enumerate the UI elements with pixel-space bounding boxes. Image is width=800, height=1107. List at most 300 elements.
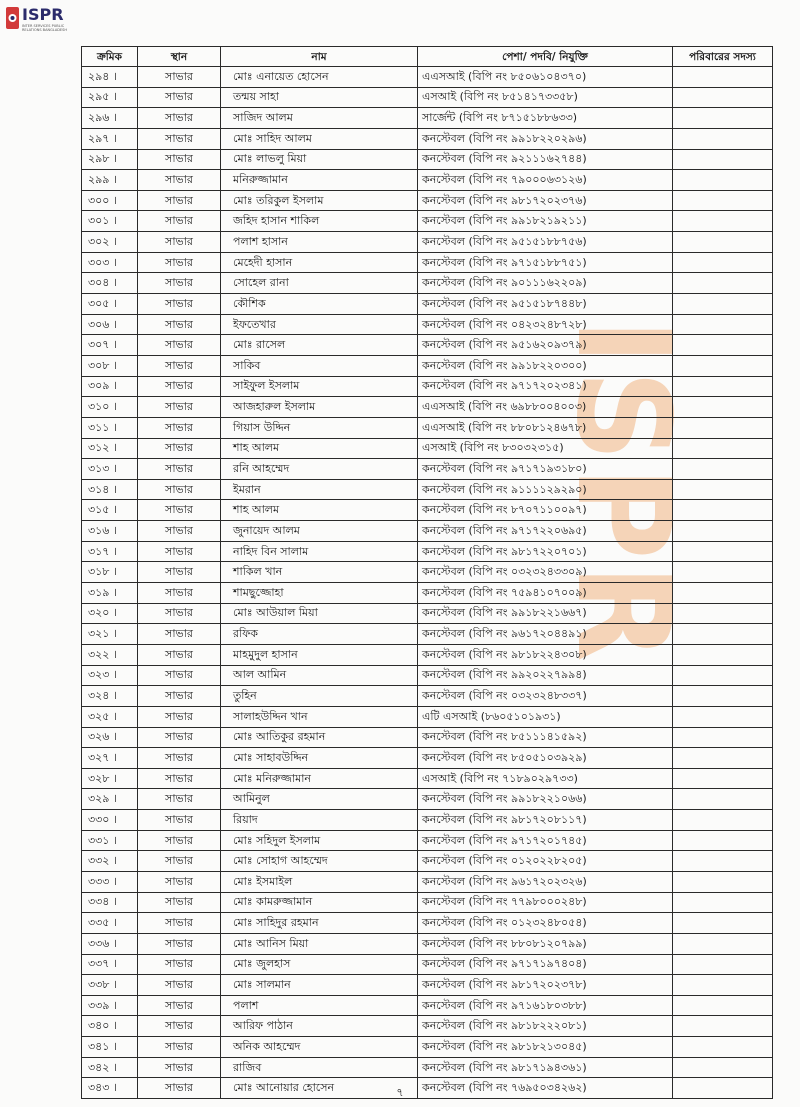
serial-cell: ৩২৫ । [82,706,138,727]
role-cell: কনস্টেবল (বিপি নং ৯৭১৭১৯৩১৮০) [418,459,673,480]
serial-cell: ৩৩১ । [82,830,138,851]
role-cell: কনস্টেবল (বিপি নং ০৩২৩২৪৩৩০৯) [418,562,673,583]
family-cell [673,1078,773,1099]
place-cell: সাভার [138,500,221,521]
role-cell: এসআই (বিপি নং ৭১৮৯০২৯৭৩৩) [418,768,673,789]
name-cell: মোঃ সহিদুল ইসলাম [221,830,418,851]
place-cell: সাভার [138,170,221,191]
serial-cell: ২৯৪ । [82,67,138,88]
roster-table [81,46,773,1099]
serial-cell: ৩০৩ । [82,252,138,273]
family-cell [673,810,773,831]
family-cell [673,438,773,459]
name-cell: রনি আহম্মেদ [221,459,418,480]
name-cell: অনিক আহম্মেদ [221,1037,418,1058]
table-row [82,810,773,831]
name-cell: সাজিদ আলম [221,108,418,129]
role-cell: কনস্টেবল (বিপি নং ৯৯১৮২১৯২১১) [418,211,673,232]
role-cell: এটি এসআই (৮৬০৫১০১৯৩১) [418,706,673,727]
role-cell: কনস্টেবল (বিপি নং ৯৬১৭২০৪৪৯১) [418,624,673,645]
table-row [82,975,773,996]
table-row [82,830,773,851]
table-row [82,500,773,521]
family-cell [673,252,773,273]
name-cell: পলাশ হাসান [221,232,418,253]
name-cell: মোঃ ইসমাইল [221,871,418,892]
family-cell [673,87,773,108]
family-cell [673,479,773,500]
serial-cell: ৩৩৭ । [82,954,138,975]
place-cell: সাভার [138,954,221,975]
family-cell [673,1057,773,1078]
place-cell: সাভার [138,933,221,954]
serial-cell: ৩০৫ । [82,294,138,315]
family-cell [673,768,773,789]
table-row [82,892,773,913]
name-cell: আল আমিন [221,665,418,686]
name-cell: আজহারুল ইসলাম [221,397,418,418]
place-cell: সাভার [138,686,221,707]
family-cell [673,975,773,996]
table-row [82,768,773,789]
serial-cell: ৩১৪ । [82,479,138,500]
family-cell [673,624,773,645]
name-cell: ইফতেখার [221,314,418,335]
family-cell [673,500,773,521]
place-cell: সাভার [138,128,221,149]
family-cell [673,913,773,934]
table-header-row [82,47,773,67]
role-cell: কনস্টেবল (বিপি নং ০১২০২২৮২০৫) [418,851,673,872]
place-cell: সাভার [138,665,221,686]
name-cell: মোঃ সোহাগ আহম্মেদ [221,851,418,872]
serial-cell: ৩৩৫ । [82,913,138,934]
serial-cell: ৩২৪ । [82,686,138,707]
place-cell: সাভার [138,1016,221,1037]
place-cell: সাভার [138,294,221,315]
table-row [82,273,773,294]
table-row [82,252,773,273]
table-row [82,706,773,727]
role-cell: কনস্টেবল (বিপি নং ৯৮১৭২২০৭০১) [418,541,673,562]
serial-cell: ২৯৯ । [82,170,138,191]
watermark-text: ISPR [548,318,697,667]
logo-text: ISPR [22,5,64,24]
family-cell [673,665,773,686]
serial-cell: ৩০২ । [82,232,138,253]
table-row [82,603,773,624]
family-cell [673,1037,773,1058]
family-cell [673,397,773,418]
table-body [82,67,773,1099]
serial-cell: ৩৩২ । [82,851,138,872]
name-cell: গিয়াস উদ্দিন [221,417,418,438]
role-cell: কনস্টেবল (বিপি নং ৯৬১৭২০২৩২৬) [418,871,673,892]
place-cell: সাভার [138,190,221,211]
role-cell: কনস্টেবল (বিপি নং ৯৮১৭২০২৩৭৮) [418,975,673,996]
name-cell: শামছুজ্জোহা [221,583,418,604]
name-cell: মোঃ কামরুজ্জামান [221,892,418,913]
place-cell: সাভার [138,417,221,438]
place-cell: সাভার [138,1037,221,1058]
role-cell: কনস্টেবল (বিপি নং ৯২১১১৬২৭৪৪) [418,149,673,170]
name-cell: মোঃ সাহাবউদ্দিন [221,748,418,769]
place-cell: সাভার [138,211,221,232]
place-cell: সাভার [138,108,221,129]
role-cell: কনস্টেবল (বিপি নং ৯৭১৭২২০৬৯৫) [418,521,673,542]
page-number: ৭ [396,1086,404,1099]
serial-cell: ৩৩৩ । [82,871,138,892]
serial-cell: ৩০৭ । [82,335,138,356]
role-cell: কনস্টেবল (বিপি নং ৯৮১৭১৯৪৩৬১) [418,1057,673,1078]
table-row [82,789,773,810]
emblem-icon [6,7,19,29]
table-row [82,438,773,459]
family-cell [673,232,773,253]
place-cell: সাভার [138,562,221,583]
place-cell: সাভার [138,521,221,542]
place-cell: সাভার [138,355,221,376]
name-cell: তন্ময় সাহা [221,87,418,108]
role-cell: এএসআই (বিপি নং ৮৮০৮১২৪৬৭৮) [418,417,673,438]
role-cell: কনস্টেবল (বিপি নং ৯৮১৭২০৮১১৭) [418,810,673,831]
serial-cell: ৩৪১ । [82,1037,138,1058]
serial-cell: ৩২০ । [82,603,138,624]
serial-cell: ৩০১ । [82,211,138,232]
table-row [82,170,773,191]
role-cell: সার্জেন্ট (বিপি নং ৮৭১৫১৮৮৬৩৩) [418,108,673,129]
table-row [82,1037,773,1058]
table-row [82,232,773,253]
table-row [82,1078,773,1099]
place-cell: সাভার [138,975,221,996]
role-cell: কনস্টেবল (বিপি নং ৭৬৯৫০৩৪২৬২) [418,1078,673,1099]
place-cell: সাভার [138,789,221,810]
role-cell: কনস্টেবল (বিপি নং ৯৭১৬১৮০৩৮৮) [418,995,673,1016]
name-cell: ইমরান [221,479,418,500]
family-cell [673,933,773,954]
role-cell: কনস্টেবল (বিপি নং ৯৭১৭২০২৩৪১) [418,376,673,397]
table-row [82,933,773,954]
name-cell: কৌশিক [221,294,418,315]
family-cell [673,830,773,851]
name-cell: মোঃ রাসেল [221,335,418,356]
table-row [82,995,773,1016]
table-row [82,211,773,232]
name-cell: শাহ আলম [221,438,418,459]
place-cell: সাভার [138,335,221,356]
name-cell: শাহ আলম [221,500,418,521]
role-cell: এএসআই (বিপি নং ৮৫০৬১০৪৩৭০) [418,67,673,88]
table-row [82,1016,773,1037]
table-row [82,335,773,356]
place-cell: সাভার [138,706,221,727]
role-cell: কনস্টেবল (বিপি নং ৯৯১৮২২০২৯৬) [418,128,673,149]
table-row [82,686,773,707]
name-cell: সাইফুল ইসলাম [221,376,418,397]
serial-cell: ৩৩৮ । [82,975,138,996]
name-cell: মোঃ আনিস মিয়া [221,933,418,954]
table-row [82,459,773,480]
serial-cell: ২৯৫ । [82,87,138,108]
role-cell: কনস্টেবল (বিপি নং ০৪২৩২৪৮৭২৮) [418,314,673,335]
family-cell [673,314,773,335]
role-cell: এসআই (বিপি নং ৮৩০৩২৩১৫) [418,438,673,459]
name-cell: জহিদ হাসান শাকিল [221,211,418,232]
name-cell: মোঃ তরিকুল ইসলাম [221,190,418,211]
role-cell: কনস্টেবল (বিপি নং ৯৫১৫১৮৭৪৪৮) [418,294,673,315]
serial-cell: ৩১৭ । [82,541,138,562]
table-row [82,851,773,872]
serial-cell: ৩০৬ । [82,314,138,335]
place-cell: সাভার [138,67,221,88]
serial-cell: ৩২৯ । [82,789,138,810]
name-cell: শাকিল খান [221,562,418,583]
serial-cell: ৩১৩ । [82,459,138,480]
family-cell [673,1016,773,1037]
family-cell [673,686,773,707]
family-cell [673,417,773,438]
role-cell: কনস্টেবল (বিপি নং ৯৭১৭২০১৭৪৫) [418,830,673,851]
place-cell: সাভার [138,851,221,872]
family-cell [673,335,773,356]
place-cell: সাভার [138,397,221,418]
name-cell: তুহিন [221,686,418,707]
table-row [82,397,773,418]
role-cell: কনস্টেবল (বিপি নং ৯৭১৫১৮৮৭৫১) [418,252,673,273]
name-cell: মোঃ জুলহাস [221,954,418,975]
table-row [82,190,773,211]
table-row [82,665,773,686]
role-cell: কনস্টেবল (বিপি নং ৯১১১১২৯২৯০) [418,479,673,500]
serial-cell: ২৯৭ । [82,128,138,149]
ispr-logo [6,5,76,39]
header-serial: ক্রমিক [82,47,138,67]
place-cell: সাভার [138,644,221,665]
family-cell [673,851,773,872]
role-cell: এএসআই (বিপি নং ৬৯৮৮০০৪০০৩) [418,397,673,418]
name-cell: আরিফ পাঠান [221,1016,418,1037]
serial-cell: ৩৩৪ । [82,892,138,913]
table-row [82,913,773,934]
place-cell: সাভার [138,830,221,851]
role-cell: কনস্টেবল (বিপি নং ৮৮০৮১২০৭৯৯) [418,933,673,954]
family-cell [673,521,773,542]
place-cell: সাভার [138,273,221,294]
role-cell: কনস্টেবল (বিপি নং ০১২৩২৪৮০৫৪) [418,913,673,934]
name-cell: জুনায়েদ আলম [221,521,418,542]
serial-cell: ৩০৯ । [82,376,138,397]
serial-cell: ২৯৬ । [82,108,138,129]
role-cell: কনস্টেবল (বিপি নং ৯৭১৭১৯৭৪০৪) [418,954,673,975]
name-cell: সোহেল রানা [221,273,418,294]
serial-cell: ৩১২ । [82,438,138,459]
serial-cell: ৩২৭ । [82,748,138,769]
table-row [82,128,773,149]
family-cell [673,294,773,315]
name-cell: মাহমুদুল হাসান [221,644,418,665]
family-cell [673,67,773,88]
table-row [82,87,773,108]
name-cell: মোঃ সাহিদুর রহমান [221,913,418,934]
place-cell: সাভার [138,810,221,831]
serial-cell: ২৯৮ । [82,149,138,170]
role-cell: কনস্টেবল (বিপি নং ৮৭০৭১১০০৯৭) [418,500,673,521]
table-row [82,541,773,562]
family-cell [673,273,773,294]
table-row [82,644,773,665]
family-cell [673,954,773,975]
serial-cell: ৩১০ । [82,397,138,418]
family-cell [673,562,773,583]
serial-cell: ৩৪৩ । [82,1078,138,1099]
family-cell [673,149,773,170]
family-cell [673,706,773,727]
table-row [82,954,773,975]
name-cell: মোঃ আউয়াল মিয়া [221,603,418,624]
serial-cell: ৩২৩ । [82,665,138,686]
place-cell: সাভার [138,87,221,108]
family-cell [673,541,773,562]
table-row [82,624,773,645]
family-cell [673,108,773,129]
role-cell: কনস্টেবল (বিপি নং ৯৯২০২২৭৯৯৪) [418,665,673,686]
serial-cell: ৩২৮ । [82,768,138,789]
role-cell: কনস্টেবল (বিপি নং ৯৮১৮২২৪৩০৮) [418,644,673,665]
name-cell: মোঃ মনিরুজ্জামান [221,768,418,789]
role-cell: কনস্টেবল (বিপি নং ৭৭৯৮০০০২৪৮) [418,892,673,913]
place-cell: সাভার [138,583,221,604]
role-cell: কনস্টেবল (বিপি নং ৯৫১৫১৮৮৭৫৬) [418,232,673,253]
place-cell: সাভার [138,871,221,892]
role-cell: কনস্টেবল (বিপি নং ০৩২৩২৪৮৩৩৭) [418,686,673,707]
role-cell: কনস্টেবল (বিপি নং ৯৮১৭২০২৩৭৬) [418,190,673,211]
role-cell: কনস্টেবল (বিপি নং ৮৫১১১৪১৫৯২) [418,727,673,748]
place-cell: সাভার [138,913,221,934]
name-cell: মনিরুজ্জামান [221,170,418,191]
header-family: পরিবারের সদস্য [673,47,773,67]
table-row [82,355,773,376]
serial-cell: ৩২২ । [82,644,138,665]
place-cell: সাভার [138,1057,221,1078]
family-cell [673,376,773,397]
serial-cell: ৩৩৬ । [82,933,138,954]
role-cell: কনস্টেবল (বিপি নং ৮৫০৫১০৩৯২৯) [418,748,673,769]
family-cell [673,583,773,604]
place-cell: সাভার [138,768,221,789]
serial-cell: ৩০৪ । [82,273,138,294]
place-cell: সাভার [138,1078,221,1099]
place-cell: সাভার [138,479,221,500]
family-cell [673,190,773,211]
table-row [82,294,773,315]
role-cell: কনস্টেবল (বিপি নং ৯৯১৮২২১০৬৬) [418,789,673,810]
place-cell: সাভার [138,459,221,480]
family-cell [673,748,773,769]
role-cell: এসআই (বিপি নং ৮৫১৪১৭৩৩৫৮) [418,87,673,108]
name-cell: আমিনুল [221,789,418,810]
family-cell [673,355,773,376]
name-cell: মোঃ এনায়েত হোসেন [221,67,418,88]
serial-cell: ৩১১ । [82,417,138,438]
name-cell: মোঃ লাভলু মিয়া [221,149,418,170]
table-row [82,417,773,438]
header-role: পেশা/ পদবি/ নিযুক্তি [418,47,673,67]
place-cell: সাভার [138,995,221,1016]
family-cell [673,128,773,149]
serial-cell: ৩১৯ । [82,583,138,604]
role-cell: কনস্টেবল (বিপি নং ৯৮১৮২২২০৮১) [418,1016,673,1037]
family-cell [673,789,773,810]
role-cell: কনস্টেবল (বিপি নং ৯৯১৮২২১৬৬৭) [418,603,673,624]
place-cell: সাভার [138,376,221,397]
place-cell: সাভার [138,541,221,562]
place-cell: সাভার [138,748,221,769]
serial-cell: ৩২১ । [82,624,138,645]
table-row [82,562,773,583]
table-row [82,871,773,892]
role-cell: কনস্টেবল (বিপি নং ৯৫১৬২০৯৩৭৯) [418,335,673,356]
table-row [82,727,773,748]
role-cell: কনস্টেবল (বিপি নং ৭৫৯৪১০৭০০৯) [418,583,673,604]
family-cell [673,871,773,892]
name-cell: রফিক [221,624,418,645]
table-row [82,748,773,769]
serial-cell: ৩০০ । [82,190,138,211]
role-cell: কনস্টেবল (বিপি নং ৯০১১১৬২২০৯) [418,273,673,294]
name-cell: পলাশ [221,995,418,1016]
serial-cell: ৩০৮ । [82,355,138,376]
family-cell [673,644,773,665]
place-cell: সাভার [138,149,221,170]
name-cell: মেহেদী হাসান [221,252,418,273]
name-cell: মোঃ সাহিদ আলম [221,128,418,149]
name-cell: সালাহউদ্দিন খান [221,706,418,727]
place-cell: সাভার [138,314,221,335]
table-row [82,149,773,170]
place-cell: সাভার [138,438,221,459]
place-cell: সাভার [138,252,221,273]
table-row [82,521,773,542]
place-cell: সাভার [138,232,221,253]
name-cell: মোঃ সালমান [221,975,418,996]
serial-cell: ৩১৫ । [82,500,138,521]
header-place: স্থান [138,47,221,67]
role-cell: কনস্টেবল (বিপি নং ৭৯০০০৬৩১২৬) [418,170,673,191]
name-cell: মোঃ আনোয়ার হোসেন [221,1078,418,1099]
family-cell [673,170,773,191]
serial-cell: ৩৩৯ । [82,995,138,1016]
name-cell: রিয়াদ [221,810,418,831]
header-name: নাম [221,47,418,67]
place-cell: সাভার [138,727,221,748]
table-row [82,583,773,604]
family-cell [673,603,773,624]
serial-cell: ৩১৮ । [82,562,138,583]
table-row [82,314,773,335]
family-cell [673,995,773,1016]
name-cell: সাকিব [221,355,418,376]
role-cell: কনস্টেবল (বিপি নং ৯৮১৮২১৩০৪৫) [418,1037,673,1058]
table-row [82,376,773,397]
serial-cell: ৩৩০ । [82,810,138,831]
name-cell: রাজিব [221,1057,418,1078]
place-cell: সাভার [138,892,221,913]
table-row [82,108,773,129]
table-row [82,479,773,500]
logo-subtext: INTER SERVICES PUBLIC RELATIONS BANGLADESH [22,24,67,32]
family-cell [673,459,773,480]
